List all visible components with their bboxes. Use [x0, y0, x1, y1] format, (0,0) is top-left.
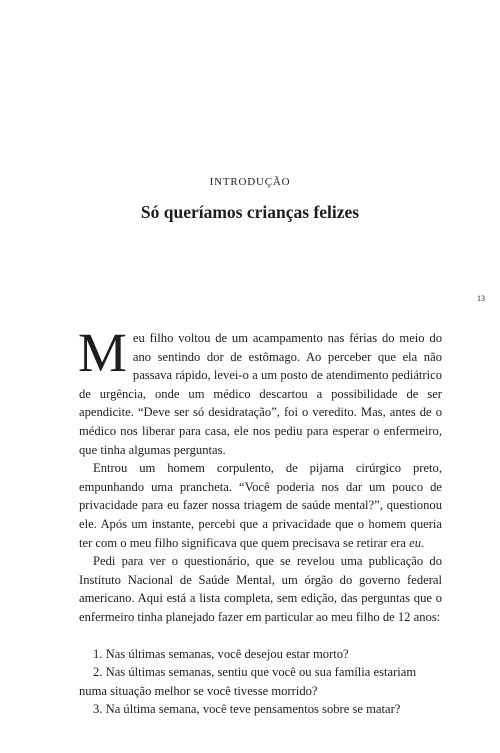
paragraph-3-text: Pedi para ver o questionário, que se revelou uma publicação do Instituto Nacional de Saúde Mental, um órgão do governo federal americano. Aqui está a lista completa, sem edição, das perguntas que o enfermeiro tinha planejado fazer em particular ao meu filho de 12 anos:: [79, 554, 442, 624]
question-item: 2. Nas últimas semanas, sentiu que você ou sua família estariam numa situação melhor se você tivesse morrido?: [79, 665, 417, 698]
page-number: 13: [477, 294, 485, 303]
drop-cap: M: [78, 322, 127, 383]
question-list: [79, 645, 442, 719]
paragraph-2-text: Entrou um homem corpulento, de pijama cirúrgico preto, empunhando uma prancheta. “Você poderia nos dar um pouco de privacidade para eu fazer nossa triagem de saúde mental?”, questionou ele. Após um instante, percebi que a privacidade que o homem queria ter com o meu filho significava que quem precisava se retirar era: [79, 461, 442, 550]
paragraph-1-text: eu filho voltou de um acampamento nas férias do meio do ano sentindo dor de estômago. Ao perceber que ela não passava rápido, levei-o a um posto de atendimento pediátrico de urgência, onde um médico descartou a possibilidade de ser apendicite. “Deve ser só desidratação”, foi o veredito. Mas, antes de o médico nos liberar para casa, ele nos pediu para esperar o enfermeiro, que tinha algumas perguntas.: [79, 331, 442, 457]
question-item: 3. Na última semana, você teve pensamentos sobre se matar?: [93, 702, 401, 717]
paragraph-1: [78, 322, 442, 459]
paragraph-2-end: .: [421, 535, 425, 550]
body-text: [78, 322, 442, 719]
chapter-label: INTRODUÇÃO: [209, 176, 291, 188]
paragraph-2-italic: eu: [409, 535, 421, 550]
paragraph-3: [79, 552, 442, 626]
question-item: 1. Nas últimas semanas, você desejou estar morto?: [93, 646, 349, 661]
chapter-title: Só queríamos crianças felizes: [140, 202, 360, 222]
paragraph-2: [79, 459, 442, 552]
